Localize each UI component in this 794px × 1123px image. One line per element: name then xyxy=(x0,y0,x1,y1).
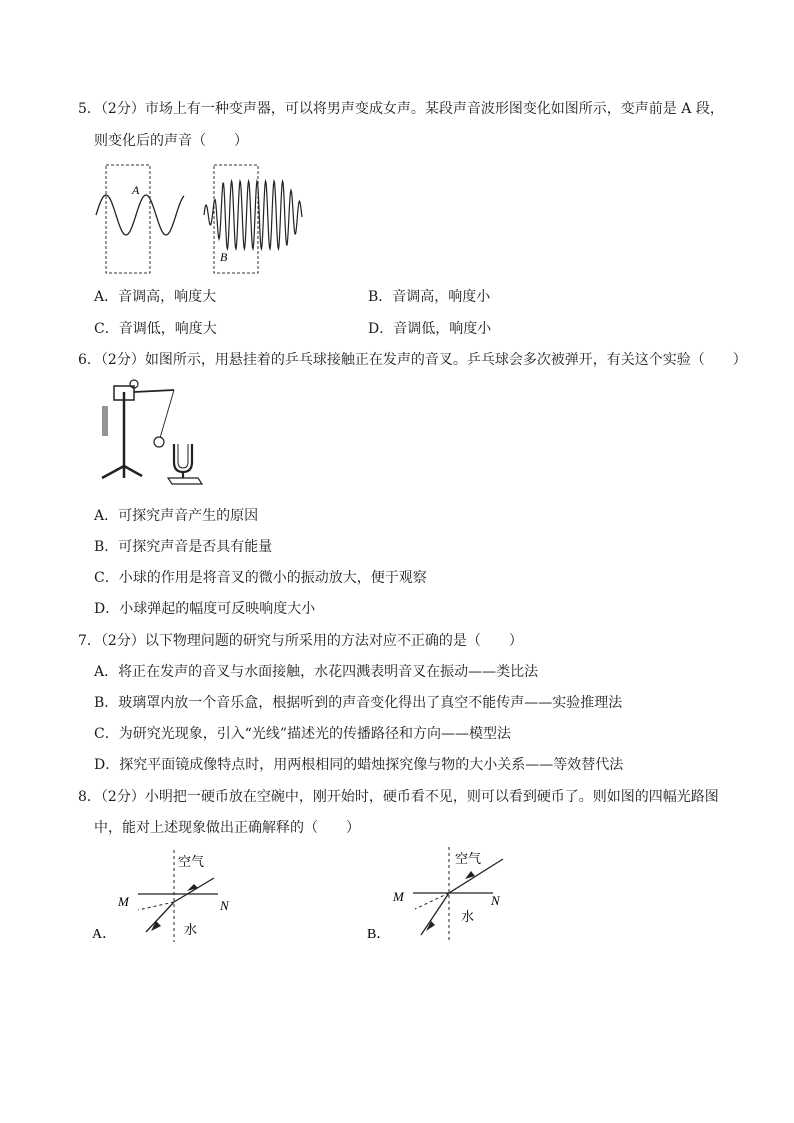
q7-stem: 7．（2分）以下物理问题的研究与所采用的方法对应不正确的是（ ） xyxy=(78,633,523,649)
q8b-option-label: B． xyxy=(367,927,391,942)
q5-option-a: A．音调高，响度大 xyxy=(94,289,217,305)
q8b-ray-water xyxy=(421,893,449,935)
q7-option-a: A．将正在发声的音叉与水面接触，水花四溅表明音叉在振动——类比法 xyxy=(94,664,539,680)
q8-stem-line1: 8．（2分）小明把一硬币放在空碗中，刚开始时，硬币看不见，则可以看到硬币了。则如图的四幅光路图 xyxy=(78,789,719,805)
q5-waveform-figure xyxy=(94,160,309,278)
q6-ping-pong-ball xyxy=(154,437,164,447)
q8-figure-a xyxy=(90,850,250,945)
q7-option-c: C．为研究光现象，引入“光线”描述光的传播路径和方向——模型法 xyxy=(94,726,512,742)
q5-wave-a xyxy=(96,195,184,235)
q8a-extension xyxy=(138,902,174,910)
q8b-n-label: N xyxy=(491,893,500,908)
q5-option-d: D．音调低，响度小 xyxy=(368,321,492,337)
q5-stem-line1: 5．（2分）市场上有一种变声器，可以将男声变成女声。某段声音波形图变化如图所示，变声前是 A 段， xyxy=(78,101,724,117)
q6-arm xyxy=(134,390,174,392)
q8a-arrow-water xyxy=(151,921,161,931)
q6-fork-base xyxy=(168,478,202,484)
q6-thread xyxy=(160,390,174,438)
q6-stand-shade xyxy=(102,406,108,436)
q8a-ray-air xyxy=(174,878,214,902)
q5-label-a: A xyxy=(132,183,140,197)
q8-stem-line2: 中，能对上述现象做出正确解释的（ ） xyxy=(94,820,360,836)
q6-option-c: C．小球的作用是将音叉的微小的振动放大，便于观察 xyxy=(94,570,427,586)
q5-wave-b xyxy=(204,181,302,249)
q8-figure-b xyxy=(365,845,525,945)
q8a-option-label: A． xyxy=(92,927,117,942)
q6-option-a: A．可探究声音产生的原因 xyxy=(94,508,259,524)
q8a-water-label: 水 xyxy=(184,922,198,937)
q6-stem: 6．（2分）如图所示，用悬挂着的乒乓球接触正在发声的音叉。乒乓球会多次被弹开，有关这个实验（ ） xyxy=(78,352,747,368)
q5-label-b: B xyxy=(220,250,228,264)
q6-option-d: D．小球弹起的幅度可反映响度大小 xyxy=(94,601,316,617)
q5-option-b: B．音调高，响度小 xyxy=(368,289,491,305)
q8b-m-label: M xyxy=(393,889,404,904)
q7-option-d: D．探究平面镜成像特点时，用两根相同的蜡烛探究像与物的大小关系——等效替代法 xyxy=(94,757,624,773)
q5-box-a xyxy=(106,165,150,273)
q8a-m-label: M xyxy=(118,894,129,909)
q6-stand-base xyxy=(102,466,142,478)
q8a-n-label: N xyxy=(220,898,229,913)
q8b-air-label: 空气 xyxy=(455,851,482,866)
q6-tuning-fork-figure xyxy=(94,378,204,490)
q8b-water-label: 水 xyxy=(461,909,475,924)
q8a-arrow-air xyxy=(187,884,198,891)
q8a-air-label: 空气 xyxy=(178,854,205,869)
q6-option-b: B．可探究声音是否具有能量 xyxy=(94,539,273,555)
q6-fork-inner xyxy=(178,444,188,468)
q8a-ray-water xyxy=(146,902,174,932)
q7-option-b: B．玻璃罩内放一个音乐盒，根据听到的声音变化得出了真空不能传声——实验推理法 xyxy=(94,695,623,711)
q5-stem-line2: 则变化后的声音（ ） xyxy=(94,133,248,149)
q5-option-c: C．音调低，响度大 xyxy=(94,321,217,337)
